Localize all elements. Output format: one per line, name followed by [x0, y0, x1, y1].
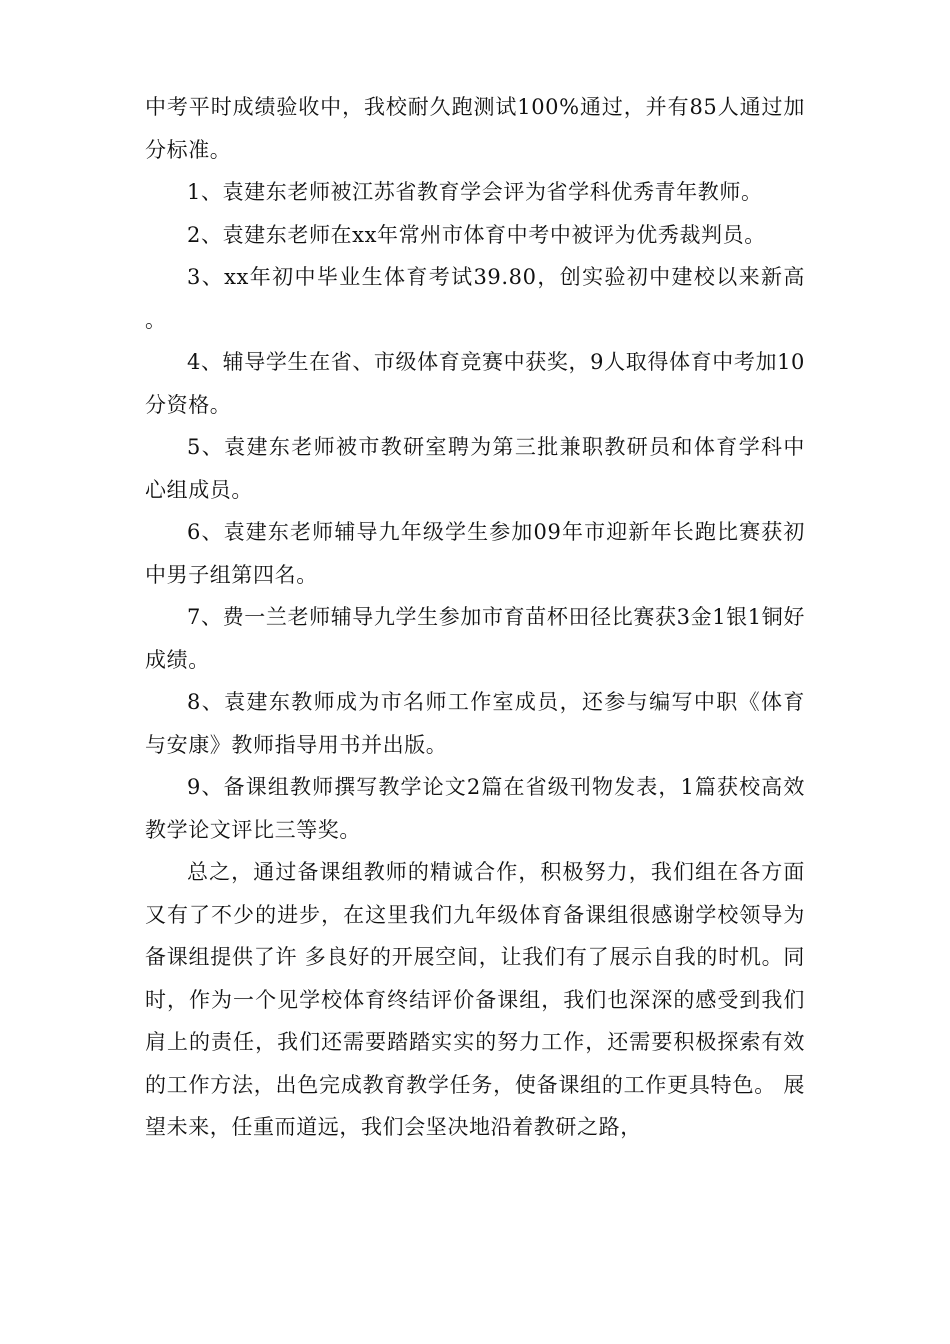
paragraph-summary: 总之，通过备课组教师的精诚合作，积极努力，我们组在各方面又有了不少的进步，在这里我们九年级体育备课组很感谢学校领导为备课组提供了许 多良好的开展空间，让我们有了展示自我的时机。同时，作为一个见学校体育终结评价备课组，我们也深深的感受到我们肩上的责任，我们还需要踏踏实实的努力工作，还需要积极探索有效的工作方法，出色完成教育教学任务，使备课组的工作更具特色。 展望未来，任重而道远，我们会坚决地沿着教研之路，: [145, 860, 805, 1139]
paragraph-item-1: 1、袁建东老师被江苏省教育学会评为省学科优秀青年教师。: [187, 180, 763, 204]
paragraph-item-4: 4、辅导学生在省、市级体育竞赛中获奖，9人取得体育中考加10分资格。: [145, 350, 805, 417]
paragraph-item-8: 8、袁建东教师成为市名师工作室成员，还参与编写中职《体育与安康》教师指导用书并出版。: [145, 690, 805, 757]
document-body: [145, 86, 805, 1149]
paragraph-item-6: 6、袁建东老师辅导九年级学生参加09年市迎新年长跑比赛获初中男子组第四名。: [145, 520, 805, 587]
paragraph-item-9: 9、备课组教师撰写教学论文2篇在省级刊物发表，1篇获校高效教学论文评比三等奖。: [145, 775, 805, 842]
paragraph-item-2: 2、袁建东老师在xx年常州市体育中考中被评为优秀裁判员。: [187, 222, 766, 247]
paragraph-item-7: 7、费一兰老师辅导九学生参加市育苗杯田径比赛获3金1银1铜好成绩。: [145, 605, 805, 672]
paragraph-continuation: 中考平时成绩验收中，我校耐久跑测试100%通过，并有85人通过加分标准。: [145, 95, 805, 162]
paragraph-item-5: 5、袁建东老师被市教研室聘为第三批兼职教研员和体育学科中心组成员。: [145, 435, 805, 502]
paragraph-item-3: 3、xx年初中毕业生体育考试39.80，创实验初中建校以来新高。: [145, 265, 805, 332]
